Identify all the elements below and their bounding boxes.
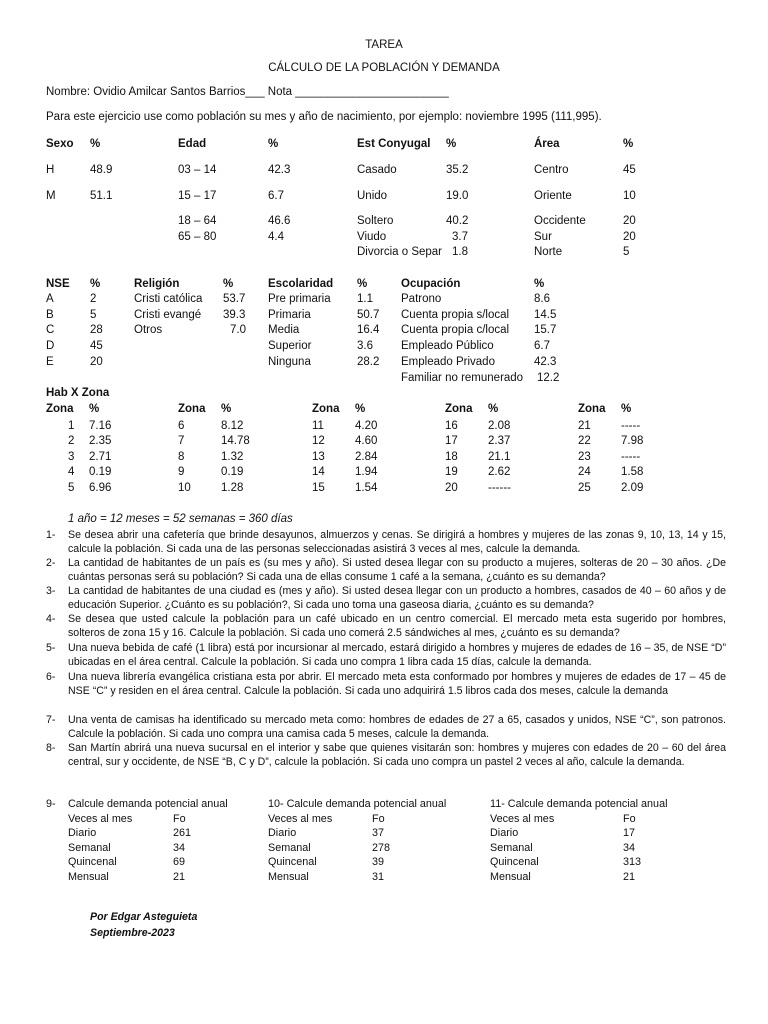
- zone-col-header: Zona: [178, 403, 206, 415]
- zone-number: 15: [312, 482, 325, 494]
- civil-label: Casado: [357, 164, 397, 176]
- zone-number: 22: [578, 435, 591, 447]
- zone-percent: 1.32: [221, 451, 244, 463]
- zone-percent: 2.08: [488, 420, 511, 432]
- date: Septiembre-2023: [90, 927, 175, 939]
- demand-table-col-header: Fo: [372, 813, 385, 825]
- religion-label: Cristi católica: [134, 293, 203, 305]
- escolaridad-value: 28.2: [357, 356, 380, 368]
- zone-percent: 7.98: [621, 435, 644, 447]
- area-value: 10: [623, 190, 636, 202]
- demand-table-frequency: Mensual: [268, 871, 309, 883]
- question-5: [46, 641, 726, 669]
- question-number: 2-: [46, 557, 56, 569]
- demand-table-frequency: Quincenal: [490, 856, 539, 868]
- ocupacion-label: Cuenta propia s/local: [401, 309, 510, 321]
- question-text: San Martín abrirá una nueva sucursal en el interior y sabe que quienes visitarán son: hombres y mujeres con edades de 20 – 60 del área central, sur y occidente, de NSE “B, C y D”, calcule la población. Si cada uno compra un pastel 2 veces al año, calcule la demanda.: [68, 742, 726, 768]
- nse-value: 5: [90, 309, 97, 321]
- edad-label: 15 – 17: [178, 190, 217, 202]
- zone-number: 11: [312, 420, 324, 432]
- nse-label: D: [46, 340, 55, 352]
- zone-percent: 7.16: [89, 420, 112, 432]
- question-number: 6-: [46, 671, 56, 683]
- edad-label: 03 – 14: [178, 164, 217, 176]
- demand-table-value: 17: [623, 827, 636, 839]
- zone-percent: 2.84: [355, 451, 378, 463]
- header-pct: %: [223, 278, 234, 290]
- zone-percent: 1.28: [221, 482, 244, 494]
- demand-table-value: 21: [623, 871, 636, 883]
- nse-label: A: [46, 293, 54, 305]
- question-4: [46, 612, 726, 640]
- ocupacion-value: 6.7: [534, 340, 550, 352]
- civil-value: 1.8: [452, 246, 468, 258]
- area-value: 20: [623, 231, 636, 243]
- question-number: 3-: [46, 585, 56, 597]
- area-label: Sur: [534, 231, 552, 243]
- edad-value: 6.7: [268, 190, 284, 202]
- sexo-value: 48.9: [90, 164, 113, 176]
- demand-table-value: 39: [372, 856, 385, 868]
- civil-value: 3.7: [452, 231, 468, 243]
- question-text: La cantidad de habitantes de un país es (su mes y año). Si usted desea llegar con su producto a mujeres, solteras de 20 – 30 años. ¿De cuántas personas será su población? Si cada una de ellas consume 1 café a la semana, ¿cuánto es su demanda?: [68, 557, 726, 583]
- escolaridad-value: 50.7: [357, 309, 380, 321]
- question-number: 7-: [46, 714, 56, 726]
- header-religion: Religión: [134, 278, 180, 290]
- question-number: 4-: [46, 613, 56, 625]
- question-8: [46, 741, 726, 769]
- area-value: 20: [623, 215, 636, 227]
- sexo-label: M: [46, 190, 56, 202]
- zone-number: 19: [445, 466, 458, 478]
- edad-value: 46.6: [268, 215, 291, 227]
- edad-label: 18 – 64: [178, 215, 217, 227]
- zone-col-header: Zona: [46, 403, 74, 415]
- demand-table-value: 69: [173, 856, 186, 868]
- civil-label: Divorcia o Separ: [357, 246, 443, 258]
- zone-number: 12: [312, 435, 325, 447]
- demand-table-value: 34: [173, 842, 186, 854]
- zone-number: 25: [578, 482, 591, 494]
- nse-value: 2: [90, 293, 97, 305]
- zone-number: 20: [445, 482, 458, 494]
- question-number: 8-: [46, 742, 56, 754]
- header-pct: %: [90, 138, 101, 150]
- demand-table-frequency: Diario: [490, 827, 519, 839]
- ocupacion-label: Patrono: [401, 293, 442, 305]
- demand-table-value: 34: [623, 842, 636, 854]
- table-9-number: 9-: [46, 798, 56, 810]
- zone-percent: 8.12: [221, 420, 244, 432]
- area-label: Occidente: [534, 215, 586, 227]
- question-number: 1-: [46, 529, 56, 541]
- header-escolaridad: Escolaridad: [268, 278, 334, 290]
- demand-table-frequency: Quincenal: [268, 856, 317, 868]
- demand-table-frequency: Diario: [268, 827, 297, 839]
- zone-percent: 0.19: [89, 466, 112, 478]
- demand-table-col-header: Fo: [623, 813, 636, 825]
- religion-label: Otros: [134, 324, 163, 336]
- question-7: [46, 713, 726, 741]
- zone-col-header: Zona: [578, 403, 606, 415]
- demand-table-col-header: Veces al mes: [268, 813, 333, 825]
- escolaridad-label: Ninguna: [268, 356, 311, 368]
- demand-table-value: 31: [372, 871, 385, 883]
- nse-label: E: [46, 356, 54, 368]
- zone-number: 13: [312, 451, 325, 463]
- zone-percent: ------: [488, 482, 511, 494]
- demand-table-title: Calcule demanda potencial anual: [68, 798, 228, 810]
- demand-table-frequency: Semanal: [68, 842, 111, 854]
- zone-percent: 2.37: [488, 435, 511, 447]
- zone-percent: 2.71: [89, 451, 112, 463]
- zones-title: Hab X Zona: [46, 387, 110, 399]
- question-1: [46, 528, 726, 556]
- civil-value: 19.0: [446, 190, 469, 202]
- header-pct: %: [357, 278, 368, 290]
- escolaridad-label: Superior: [268, 340, 312, 352]
- ocupacion-label: Empleado Privado: [401, 356, 495, 368]
- escolaridad-label: Pre primaria: [268, 293, 331, 305]
- civil-label: Soltero: [357, 215, 394, 227]
- header-nse: NSE: [46, 278, 70, 290]
- header-ocupacion: Ocupación: [401, 278, 461, 290]
- header-pct: %: [90, 278, 101, 290]
- time-equivalence: 1 año = 12 meses = 52 semanas = 360 días: [68, 513, 293, 525]
- escolaridad-label: Media: [268, 324, 300, 336]
- demand-table-title: 11- Calcule demanda potencial anual: [490, 798, 668, 810]
- area-label: Norte: [534, 246, 563, 258]
- header-est-conyugal: Est Conyugal: [357, 138, 431, 150]
- area-label: Centro: [534, 164, 569, 176]
- zone-number: 14: [312, 466, 325, 478]
- ocupacion-label: Cuenta propia c/local: [401, 324, 510, 336]
- zone-pct-header: %: [488, 403, 499, 415]
- zone-number: 16: [445, 420, 458, 432]
- demand-table-value: 21: [173, 871, 186, 883]
- nse-value: 28: [90, 324, 103, 336]
- escolaridad-value: 3.6: [357, 340, 373, 352]
- ocupacion-value: 15.7: [534, 324, 557, 336]
- question-text: La cantidad de habitantes de una ciudad es (mes y año). Si usted desea llegar con un producto a hombres, casados de 40 – 60 años y de educación Superior. ¿Cuánto es su población?, Si cada uno toma una gaseosa diaria, ¿cuánto es su demanda?: [68, 585, 726, 611]
- zone-percent: 2.35: [89, 435, 112, 447]
- zone-number: 2: [68, 435, 75, 447]
- demand-table-frequency: Semanal: [268, 842, 311, 854]
- escolaridad-value: 16.4: [357, 324, 380, 336]
- zone-number: 24: [578, 466, 591, 478]
- demand-table-value: 261: [173, 827, 192, 839]
- demand-table-frequency: Mensual: [68, 871, 109, 883]
- ocupacion-value: 8.6: [534, 293, 550, 305]
- ocupacion-label: Empleado Público: [401, 340, 494, 352]
- header-sexo: Sexo: [46, 138, 74, 150]
- religion-label: Cristi evangé: [134, 309, 202, 321]
- zone-percent: 4.20: [355, 420, 378, 432]
- demand-table-value: 313: [623, 856, 642, 868]
- zone-number: 23: [578, 451, 591, 463]
- name-line: Nombre: Ovidio Amilcar Santos Barrios___ Nota ________________________: [46, 86, 449, 98]
- demand-table-frequency: Quincenal: [68, 856, 117, 868]
- header-pct: %: [268, 138, 279, 150]
- edad-value: 4.4: [268, 231, 284, 243]
- area-label: Oriente: [534, 190, 572, 202]
- zone-percent: 1.54: [355, 482, 378, 494]
- zone-number: 3: [68, 451, 75, 463]
- question-text: Una nueva bebida de café (1 libra) está por incursionar al mercado, estará dirigido a hombres y mujeres de edades de 16 – 35, de NSE “D” ubicadas en el área central. Calcule la población. Si cada uno compra 1 libra cada 15 días, calcule la demanda.: [68, 642, 726, 668]
- zone-number: 17: [445, 435, 458, 447]
- question-text: Se desea que usted calcule la población para un café ubicado en un centro comercial. El mercado meta esta sugerido por hombres, solteros de zona 15 y 16. Calcule la población. Si cada uno comerá 2.5 sándwiches al mes, ¿cuánto es su demanda?: [68, 613, 726, 639]
- zone-number: 9: [178, 466, 185, 478]
- ocupacion-value: 42.3: [534, 356, 557, 368]
- zone-number: 8: [178, 451, 185, 463]
- zone-percent: 6.96: [89, 482, 112, 494]
- question-3: [46, 584, 726, 612]
- demand-table-frequency: Diario: [68, 827, 97, 839]
- area-value: 5: [623, 246, 630, 258]
- zone-pct-header: %: [621, 403, 632, 415]
- question-6: [46, 670, 726, 698]
- zone-percent: 1.94: [355, 466, 378, 478]
- sexo-value: 51.1: [90, 190, 113, 202]
- header-pct: %: [623, 138, 634, 150]
- demand-table-value: 37: [372, 827, 385, 839]
- edad-label: 65 – 80: [178, 231, 217, 243]
- nse-value: 45: [90, 340, 103, 352]
- religion-value: 39.3: [223, 309, 246, 321]
- zone-percent: 4.60: [355, 435, 378, 447]
- civil-value: 40.2: [446, 215, 469, 227]
- religion-value: 53.7: [223, 293, 246, 305]
- civil-label: Unido: [357, 190, 388, 202]
- escolaridad-label: Primaria: [268, 309, 311, 321]
- zone-number: 5: [68, 482, 75, 494]
- escolaridad-value: 1.1: [357, 293, 373, 305]
- question-text: Una nueva librería evangélica cristiana esta por abrir. El mercado meta esta conformado por hombres y mujeres de edades de 17 – 45 de NSE “C” y residen en el área central. Calcule la población. Si cada uno adquirirá 1.5 libros cada dos meses, calcule la demanda: [68, 671, 726, 697]
- zone-percent: 21.1: [488, 451, 511, 463]
- header-area: Área: [534, 138, 560, 150]
- zone-number: 18: [445, 451, 458, 463]
- zone-percent: -----: [621, 420, 641, 432]
- header-edad: Edad: [178, 138, 207, 150]
- zone-percent: -----: [621, 451, 641, 463]
- zone-percent: 14.78: [221, 435, 250, 447]
- ocupacion-value: 14.5: [534, 309, 557, 321]
- religion-value: 7.0: [230, 324, 246, 336]
- civil-value: 35.2: [446, 164, 469, 176]
- header-pct: %: [446, 138, 457, 150]
- nse-value: 20: [90, 356, 103, 368]
- zone-pct-header: %: [221, 403, 232, 415]
- zone-pct-header: %: [355, 403, 366, 415]
- document-title: TAREA: [365, 39, 403, 51]
- zone-percent: 2.62: [488, 466, 511, 478]
- zone-col-header: Zona: [312, 403, 340, 415]
- demand-table-col-header: Veces al mes: [68, 813, 133, 825]
- zone-percent: 1.58: [621, 466, 644, 478]
- zone-number: 6: [178, 420, 185, 432]
- zone-col-header: Zona: [445, 403, 473, 415]
- author: Por Edgar Asteguieta: [90, 911, 198, 923]
- edad-value: 42.3: [268, 164, 291, 176]
- demand-table-col-header: Veces al mes: [490, 813, 555, 825]
- instructions: Para este ejercicio use como población su mes y año de nacimiento, por ejemplo: noviembre 1995 (111,995).: [46, 111, 602, 123]
- demand-table-value: 278: [372, 842, 391, 854]
- zone-number: 7: [178, 435, 185, 447]
- civil-label: Viudo: [357, 231, 387, 243]
- zone-number: 4: [68, 466, 75, 478]
- ocupacion-label: Familiar no remunerado: [401, 372, 524, 384]
- area-value: 45: [623, 164, 636, 176]
- nse-label: C: [46, 324, 55, 336]
- demand-table-title: 10- Calcule demanda potencial anual: [268, 798, 447, 810]
- header-pct: %: [534, 278, 545, 290]
- zone-percent: 0.19: [221, 466, 244, 478]
- demand-table-col-header: Fo: [173, 813, 186, 825]
- demand-table-frequency: Semanal: [490, 842, 533, 854]
- zone-number: 10: [178, 482, 191, 494]
- zone-number: 1: [68, 420, 75, 432]
- question-2: [46, 556, 726, 584]
- zone-number: 21: [578, 420, 591, 432]
- nse-label: B: [46, 309, 54, 321]
- zone-pct-header: %: [89, 403, 100, 415]
- demand-table-frequency: Mensual: [490, 871, 531, 883]
- sexo-label: H: [46, 164, 55, 176]
- ocupacion-value: 12.2: [537, 372, 560, 384]
- document-subtitle: CÁLCULO DE LA POBLACIÓN Y DEMANDA: [268, 62, 500, 74]
- zone-percent: 2.09: [621, 482, 644, 494]
- question-text: Una venta de camisas ha identificado su mercado meta como: hombres de edades de 27 a 65, casados y unidos, NSE “C”, son patronos. Calcule la población. Si cada uno compra una camisa cada 5 meses, calcule la demanda.: [68, 714, 726, 740]
- question-number: 5-: [46, 642, 56, 654]
- question-text: Se desea abrir una cafetería que brinde desayunos, almuerzos y cenas. Se dirigirá a hombres y mujeres de las zonas 9, 10, 13, 14 y 15, calcule la población. Si cada una de las personas seleccionadas asistirá 3 veces al mes, calcule la demanda.: [68, 529, 726, 555]
